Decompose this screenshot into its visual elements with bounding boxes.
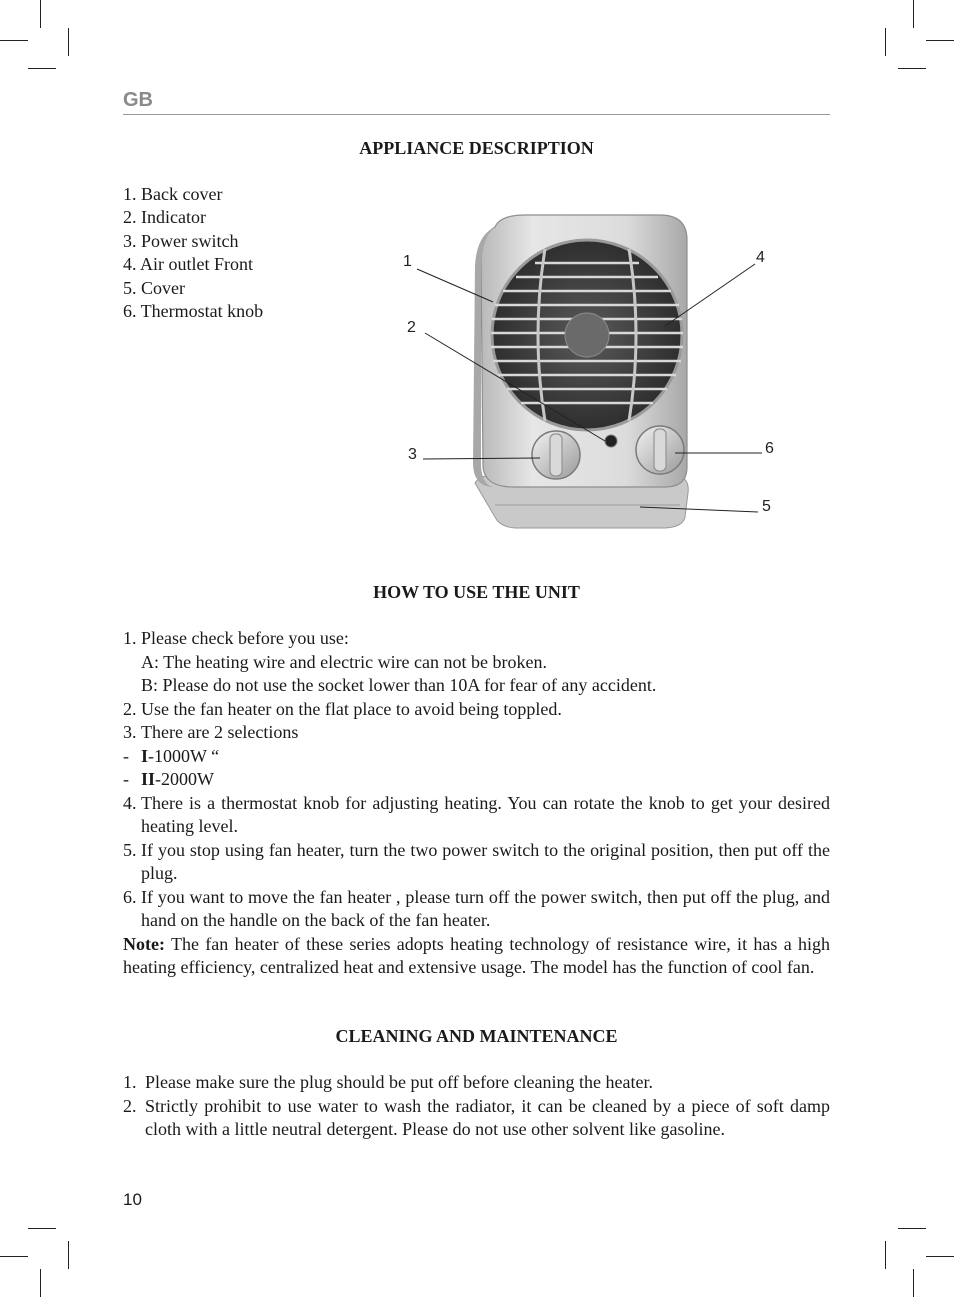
- thermostat-knob: [636, 426, 684, 474]
- step-subitem: A: The heating wire and electric wire can not be broken.: [141, 651, 548, 672]
- step-number: 4.: [123, 792, 137, 813]
- indicator-light: [605, 435, 617, 447]
- crop-mark: [40, 1269, 41, 1297]
- crop-mark: [898, 1228, 926, 1229]
- crop-mark: [0, 1256, 28, 1257]
- note-text: The fan heater of these series adopts heating technology of resistance wire, it has a high heating efficiency, centralized heat and extensive usage. The model has the function of cool fan.: [123, 933, 830, 977]
- list-item: 2. Indicator: [123, 207, 206, 228]
- list-item: 6. Thermostat knob: [123, 301, 264, 322]
- option-text: [141, 768, 214, 792]
- step-text: There are 2 selections: [141, 722, 299, 742]
- crop-mark: [28, 1228, 56, 1229]
- step-number: 1.: [123, 628, 137, 648]
- callout-number: 2: [407, 319, 416, 336]
- step-text: Please make sure the plug should be put off before cleaning the heater.: [145, 1072, 653, 1092]
- page-number: 10: [123, 1190, 142, 1209]
- callout-number: 1: [403, 253, 412, 270]
- step-text: Please check before you use:: [141, 628, 349, 648]
- crop-mark: [885, 1241, 886, 1269]
- air-outlet-grill: [491, 240, 683, 430]
- step-number: 2.: [123, 698, 137, 719]
- step-number: 6.: [123, 886, 137, 907]
- power-switch-knob: [532, 431, 580, 479]
- parts-list: [123, 183, 263, 323]
- callout-number: 4: [756, 249, 765, 266]
- step-text: If you stop using fan heater, turn the two power switch to the original position, then put off the plug.: [141, 839, 830, 883]
- list-item: 1. Back cover: [123, 184, 223, 204]
- step-number: 3.: [123, 722, 137, 742]
- language-label: GB: [123, 89, 153, 111]
- crop-mark: [68, 28, 69, 56]
- crop-mark: [0, 40, 28, 41]
- list-item: 5. Cover: [123, 277, 185, 298]
- fan-heater-illustration: [395, 205, 785, 540]
- step-subitem: B: Please do not use the socket lower than 10A for fear of any accident.: [141, 675, 657, 695]
- option-level: I: [141, 745, 149, 766]
- list-item: 3. Power switch: [123, 230, 239, 251]
- step-text: If you want to move the fan heater , please turn off the power switch, then put off the plug, and hand on the handle on the back of the fan heater.: [141, 886, 830, 930]
- option-wattage: -1000W “: [148, 745, 220, 766]
- step-text: Strictly prohibit to use water to wash the radiator, it can be cleaned by a piece of soft damp cloth with a little neutral detergent. Please do not use other solvent like gasoline.: [145, 1095, 830, 1139]
- crop-mark: [68, 1241, 69, 1269]
- header-rule: [123, 114, 830, 115]
- option-text: [141, 745, 219, 769]
- note-label: Note:: [123, 933, 165, 954]
- crop-mark: [885, 28, 886, 56]
- crop-mark: [913, 1269, 914, 1297]
- cleaning-section: [123, 1071, 830, 1142]
- note-paragraph: [123, 933, 830, 980]
- option-level: II: [141, 769, 156, 789]
- crop-mark: [28, 68, 56, 69]
- option-dash: -: [123, 745, 129, 766]
- crop-mark: [926, 1256, 954, 1257]
- option-wattage: -2000W: [155, 769, 214, 789]
- list-item: 4. Air outlet Front: [123, 254, 253, 275]
- how-to-use-heading: HOW TO USE THE UNIT: [373, 582, 580, 602]
- step-number: 1.: [123, 1072, 137, 1092]
- callout-number: 5: [762, 498, 771, 515]
- crop-mark: [898, 68, 926, 69]
- how-to-use-section: [123, 627, 830, 980]
- crop-mark: [40, 0, 41, 28]
- crop-mark: [926, 40, 954, 41]
- callout-number: 6: [765, 440, 774, 457]
- step-text: Use the fan heater on the flat place to avoid being toppled.: [141, 698, 562, 719]
- step-text: There is a thermostat knob for adjusting heating. You can rotate the knob to get your desired heating level.: [141, 792, 830, 836]
- crop-mark: [913, 0, 914, 28]
- step-number: 2.: [123, 1095, 137, 1116]
- option-dash: -: [123, 769, 129, 789]
- appliance-description-heading: APPLIANCE DESCRIPTION: [359, 138, 594, 158]
- callout-number: 3: [408, 446, 417, 463]
- cleaning-heading: CLEANING AND MAINTENANCE: [335, 1026, 618, 1046]
- step-number: 5.: [123, 839, 137, 860]
